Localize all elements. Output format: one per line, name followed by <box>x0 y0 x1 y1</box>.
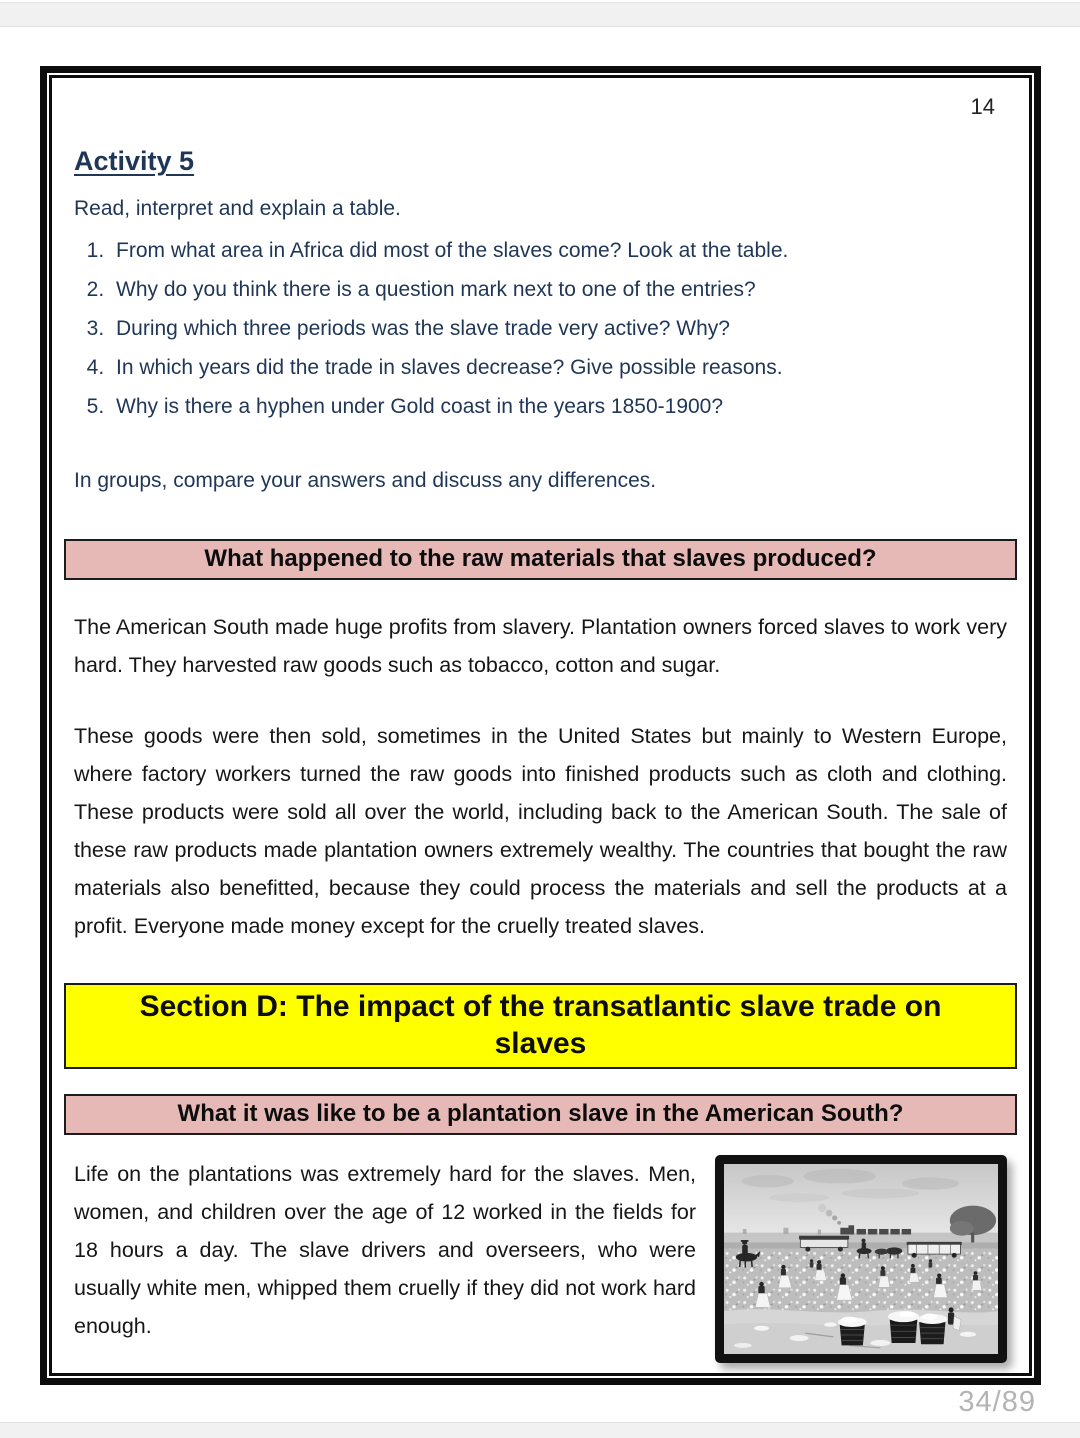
viewer-bottom-bar <box>0 1422 1080 1438</box>
group-note: In groups, compare your answers and discuss any differences. <box>74 469 657 492</box>
document-page-inner <box>49 75 1032 1376</box>
paragraph-raw-materials-2: These goods were then sold, sometimes in the United States but mainly to Western Europe, where factory workers turned the raw goods into finished products such as cloth and clothing. These products were sold all over the world, including back to the American South. The sale of these raw products made plantation owners extremely wealthy. The countries that bought the raw materials also benefitted, because they could process the materials and sell the products at a profit. Everyone made money except for the cruelly treated slaves. <box>74 724 1007 938</box>
banner-section-d: Section D: The impact of the transatlantic slave trade on slaves <box>64 983 1017 1069</box>
plantation-life-section <box>74 1155 1007 1363</box>
paragraph-plantation-life: Life on the plantations was extremely hard for the slaves. Men, women, and children over the age of 12 worked in the fields for 18 hours a day. The slave drivers and overseers, who were usually white men, whipped them cruelly if they did not work hard enough. <box>74 1162 696 1338</box>
question-item: 2. Why do you think there is a question mark next to one of the entries? <box>110 278 1007 302</box>
question-list <box>74 239 1007 419</box>
paragraph-raw-materials-1: The American South made huge profits from slavery. Plantation owners forced slaves to work very hard. They harvested raw goods such as tobacco, cotton and sugar. <box>74 615 1007 677</box>
activity-intro: Read, interpret and explain a table. <box>74 197 401 220</box>
question-item: 5. Why is there a hyphen under Gold coast in the years 1850-1900? <box>110 395 1007 419</box>
question-item: 4. In which years did the trade in slaves decrease? Give possible reasons. <box>110 356 1007 380</box>
banner-raw-materials: What happened to the raw materials that slaves produced? <box>64 539 1017 580</box>
question-item: 1. From what area in Africa did most of the slaves come? Look at the table. <box>110 239 1007 263</box>
cotton-field-illustration <box>724 1164 998 1354</box>
viewer-page-indicator: 34/89 <box>958 1386 1036 1418</box>
viewer-top-bar <box>0 2 1080 27</box>
banner-plantation-life: What it was like to be a plantation slave in the American South? <box>64 1094 1017 1135</box>
question-item: 3. During which three periods was the slave trade very active? Why? <box>110 317 1007 341</box>
document-page[interactable] <box>40 66 1041 1385</box>
activity-title: Activity 5 <box>74 146 195 176</box>
page-number: 14 <box>970 94 995 119</box>
plantation-illustration <box>715 1155 1007 1363</box>
